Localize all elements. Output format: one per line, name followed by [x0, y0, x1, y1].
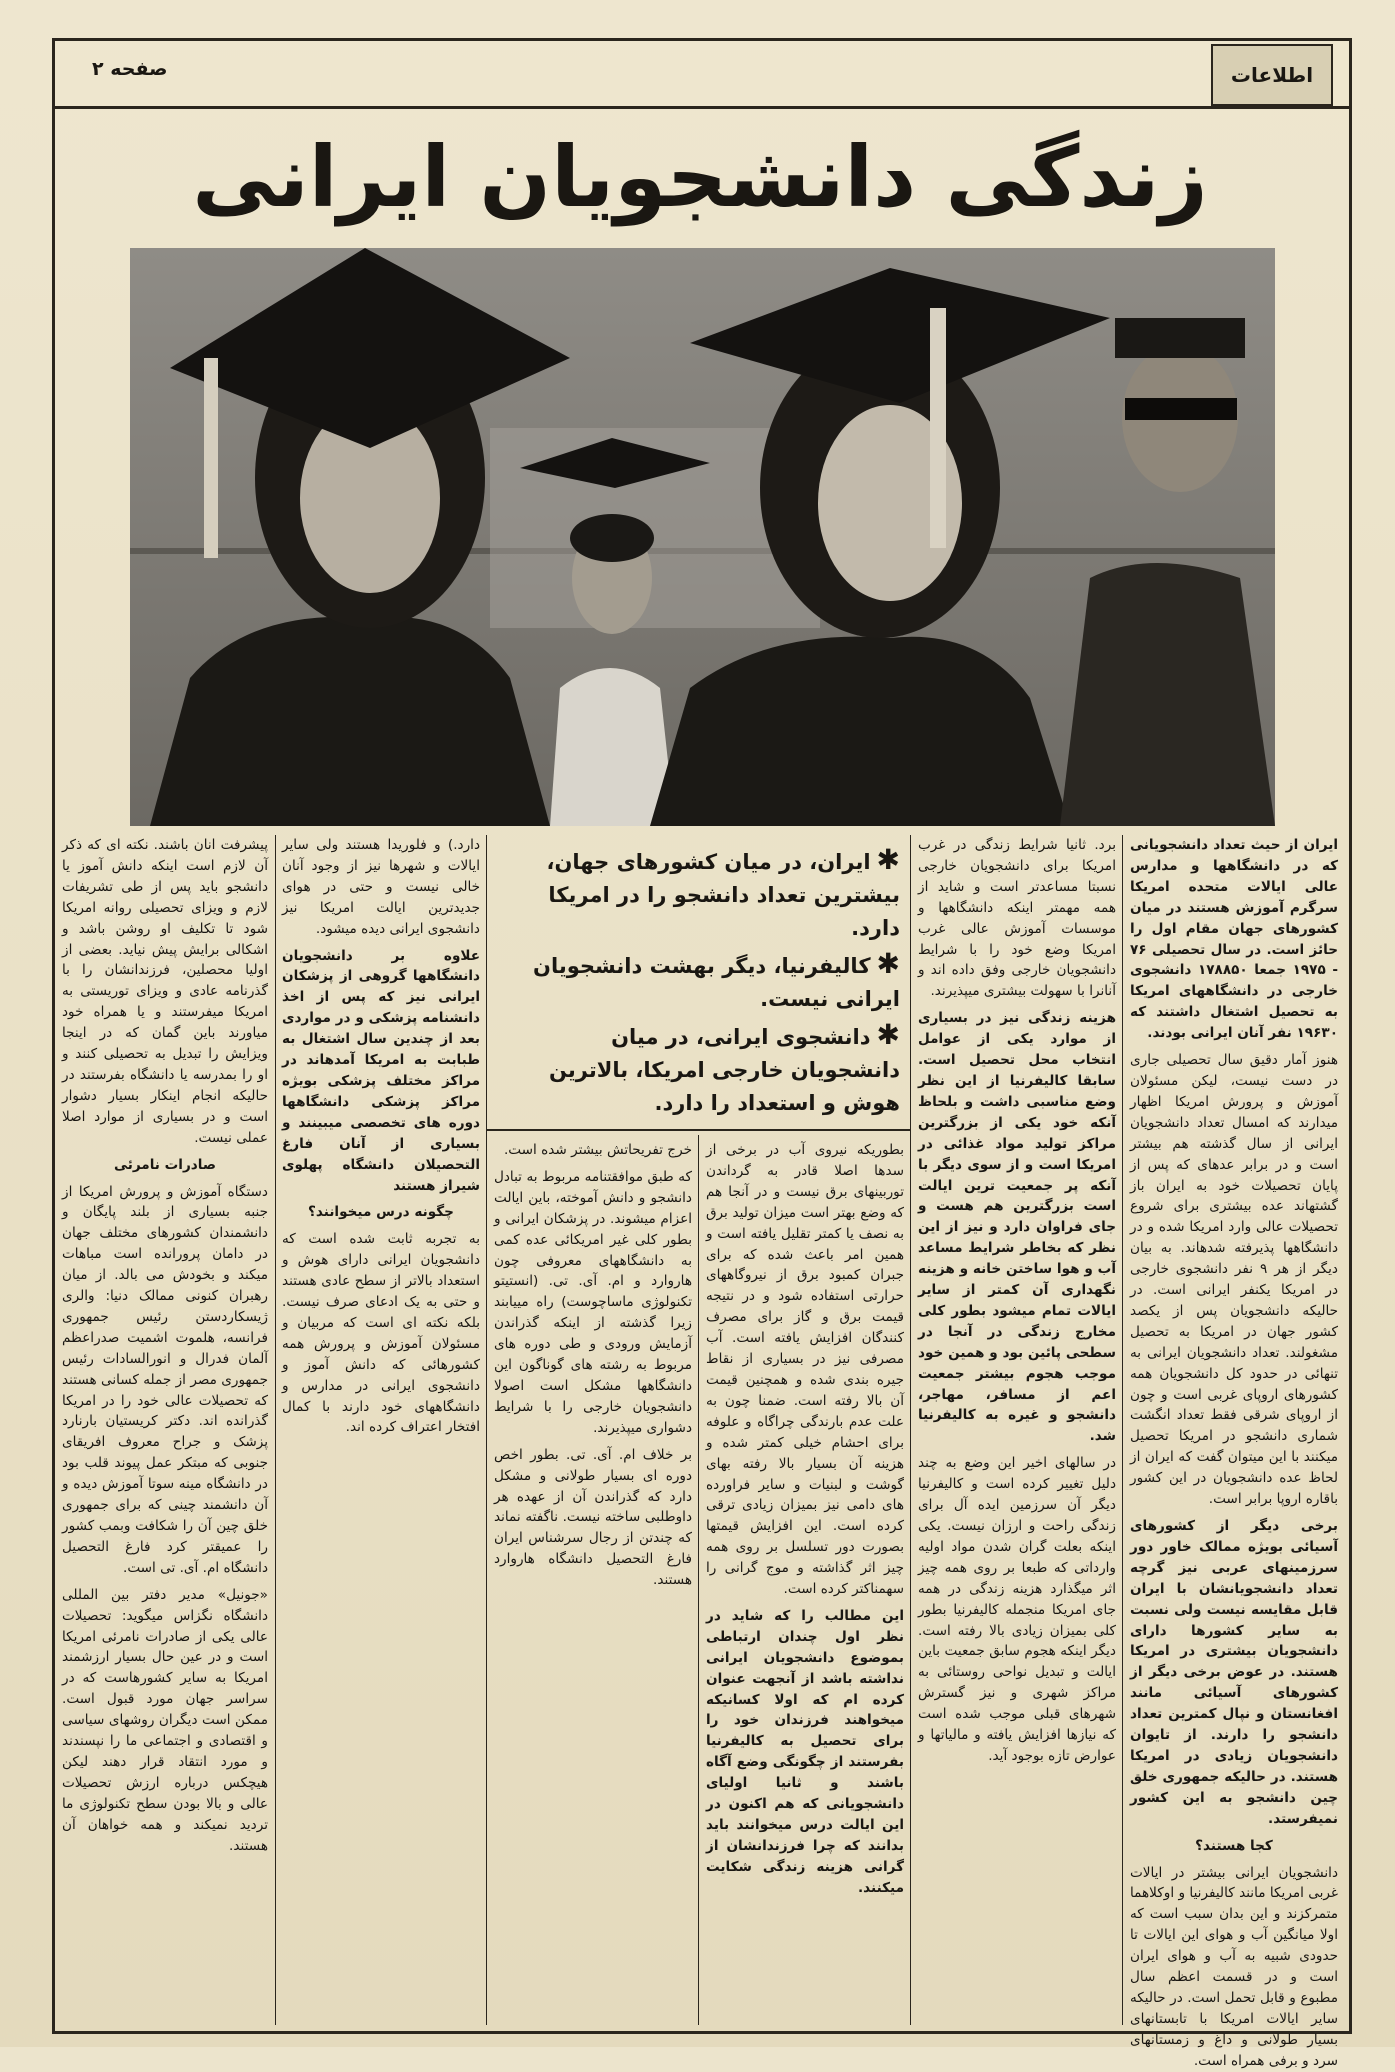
pull-quote-item: [496, 947, 900, 1016]
header-rule: [52, 106, 1352, 109]
pull-quote-box: [486, 835, 910, 1131]
column-rule: [1122, 835, 1123, 2025]
column-rule: [698, 1135, 699, 2025]
pull-quote-text: دانشجوی ایرانی، در میان دانشجویان خارجی امریکا، بالاترین هوش و استعداد را دارد.: [548, 1025, 900, 1115]
article-column-1: [1130, 835, 1338, 2069]
asterisk-icon: ✱: [876, 843, 900, 876]
column-rule: [910, 835, 911, 2025]
subheading: کجا هستند؟: [1195, 1837, 1273, 1854]
article-paragraph: در سالهای اخیر این وضع به چند دلیل تغییر کرده است و کالیفرنیا دیگر آن سرزمین ایده آل برای زندگی راحت و ارزان نیست. یکی اینکه بعلت گران شدن مواد اولیه وارداتی که طبعا بر روی همه چیز اثر میگذارد هزینه زندگی در همه جای امریکا منجمله کالیفرنیا بطور کلی بمیزان زیادی بالا رفته است. دیگر اینکه هجوم سابق جمعیت باین ایالت و تبدیل نواحی روستائی به مراکز شهری و نیز گسترش شهرهای قبلی موجب شده است که نیازها افزایش یافته و مالیاتها و عوارض تازه بوجود آید.: [918, 1455, 1116, 1764]
article-column-4: [494, 1140, 692, 2020]
article-paragraph-bold: برخی دیگر از کشورهای آسیائی بویژه ممالک خاور دور سرزمینهای عربی نیز گرچه تعداد دانشجویانشان با ایران قابل مقایسه نیست ولی نسبت به سایر کشورها دارای دانشجویان بیشتری در امریکا هستند. در عوض برخی دیگر از کشورهای آسیائی مانند افغانستان و نپال کمترین تعداد دانشجو را دارند. از تایوان دانشجویان زیادی در امریکا هستند. در حالیکه جمهوری خلق چین دانشجو به این کشور نمیفرستد.: [1130, 1518, 1338, 1827]
article-paragraph: برد. ثانیا شرایط زندگی در غرب امریکا برای دانشجویان خارجی نسبتا مساعدتر است و شاید از همه مهمتر اینکه دانشگاهها و موسسات آموزش عالی غرب امریکا وضع خود را با شرایط دانشجویان خارجی وفق داده اند و آنانرا با سهولت بیشتری میپذیرند.: [918, 837, 1116, 1000]
article-paragraph: هنوز آمار دقیق سال تحصیلی جاری در دست نیست، لیکن مسئولان آموزش و پرورش امریکا اظهار میدارند که امسال تعداد دانشجویان ایرانی از سال گذشته هم بیشتر است و در برابر عدهای که پس از پایان تحصیلات خود به ایران باز گشتهاند عده بیشتری برای شروع تحصیلات عالی وارد امریکا شده و در دانشگاهها پذیرفته شدهاند. به بیان دیگر از هر ۹ نفر دانشجوی خارجی در امریکا یکنفر ایرانی است. در حالیکه دانشجویان پس از یکصد کشور جهان در امریکا به تحصیل مشغولند. تعداد دانشجویان ایرانی به تنهائی در حدود کل دانشجویان همه کشورهای اروپای غربی است و چون از اروپای شرقی فقط تعداد انگشت شماری دانشجو در امریکا تحصیل میکنند با این میتوان گفت که ایران از لحاظ عده دانشجویان در این کشور باقاره اروپا برابر است.: [1130, 1052, 1338, 1508]
article-column-3: [706, 1140, 904, 2020]
logo-text: اطلاعات: [1230, 63, 1314, 87]
article-paragraph: دستگاه آموزش و پرورش امریکا از جنبه بسیاری از بلند پایگان و دانشمندان کشورهای مختلف جهان در دامان پرورانده است مباهات میکند و بخودش می بالد. از میان رهبران کنونی ممالک دنیا: والری ژیسکاردستن رئیس جمهوری فرانسه، هلموت اشمیت صدراعظم آلمان فدرال و انورالسادات رئیس جمهوری مصر از جمله کسانی هستند که تحصیلات عالی خود را در امریکا گذرانده اند. دکتر کریستیان بارنارد پزشک و جراح معروف افریقای جنوبی که مبتکر عمل پیوند قلب بود در دانشگاه مینه سوتا آموزش دیده و آن دانشمند چینی که برای جمهوری خلق چین آن را شکافت وبمب کشور را عمیقتر کرد فارغ التحصیل دانشگاه ام. آی. تی است.: [62, 1183, 268, 1576]
article-paragraph: به تجربه ثابت شده است که دانشجویان ایرانی دارای هوش و استعداد بالاتر از سطح عادی هستند و حتی به یک ادعای صرف نیست. بلکه نکته ای است که مربیان و مسئولان آموزش و پرورش همه کشورهائی که دانش آموز و دانشجوی ایرانی در مدارس و دانشگاههای خود دارند با کمال افتخار اعتراف کرده اند.: [282, 1231, 480, 1436]
asterisk-icon: ✱: [876, 1018, 900, 1051]
subheading: چگونه درس میخوانند؟: [308, 1204, 454, 1221]
article-paragraph: بر خلاف ام. آی. تی. بطور اخص دوره ای بسیار طولانی و مشکل دارد که گذراندن آن از عهده هر داوطلبی ساخته نیست. ناگفته نماند که چندتن از رجال سرشناس ایران فارغ التحصیل دانشگاه هاروارد هستند.: [494, 1446, 692, 1589]
article-paragraph: «جونیل» مدیر دفتر بین المللی دانشگاه نگزاس میگوید: تحصیلات عالی یکی از صادرات نامرئی امریکا است و در عین حال بسیار ارزشمند امریکا به سایر کشورهاست که در سراسر جهان مورد قبول است. ممکن است دیگران روشهای سیاسی و اقتصادی و اجتماعی ما را نپسندند و مورد انتقاد قرار دهند لیکن هیچکس درباره ارزش تحصیلات عالی و بالا بودن سطح تکنولوژی ما تردید نمیکند و همه خواهان آن هستند.: [62, 1586, 268, 1854]
article-paragraph-bold: این مطالب را که شاید در نظر اول چندان ارتباطی بموضوع دانشجویان ایرانی نداشته باشد از آنجهت عنوان کرده ام که اولا کسانیکه میخواهند فرزندان خود را برای تحصیل به کالیفرنیا بفرستند از چگونگی وضع آگاه باشند و ثانیا اولیای دانشجویانی که هم اکنون در این ایالت درس میخوانند باید بدانند که چرا فرزندانشان از گرانی هزینه زندگی شکایت میکنند.: [706, 1607, 904, 1896]
asterisk-icon: ✱: [876, 947, 900, 980]
subheading: صادرات نامرئی: [113, 1156, 217, 1173]
photo-illustration: [130, 248, 1275, 826]
pull-quote-text: ایران، در میان کشورهای جهان، بیشترین تعداد دانشجو را در امریکا دارد.: [546, 850, 900, 940]
article-paragraph: که طبق موافقتنامه مربوط به تبادل دانشجو و دانش آموخته، باین ایالت اعزام میشوند. در پزشکان ایرانی و بطور کلی غیر امریکائی عده کمی به دانشگاههای معروفی چون هاروارد و ام. آی. تی. (انستیتو تکنولوژی ماساچوست) راه مییابند زیرا گذشته از اینکه گذراندن آزمایش ورودی و طی دوره های مربوط به رشته های گوناگون این دانشگاهها مشکل است اصولا دانشجویان خارجی را با شرایط دشواری میپذیرند.: [494, 1168, 692, 1436]
article-column-5: [282, 835, 480, 2020]
graduates-photo: [130, 248, 1275, 826]
headline: زندگی دانشجویان ایرانی: [192, 128, 1208, 226]
article-paragraph: خرج تفریحاتش بیشتر شده است.: [503, 1142, 692, 1158]
article-paragraph-bold: علاوه بر دانشجویان دانشگاهها گروهی از پزشکان ایرانی نیز که پس از اخذ دانشنامه پزشکی و در مواردی بعد از چندین سال اشتغال به طبابت به امریکا آمدهاند در مراکز مختلف پزشکی بویژه مراکز پزشکی دانشگاهها دوره های تخصصی میبینند و بسیاری از آنان فارغ التحصیلان دانشگاه پهلوی شیراز هستند: [282, 947, 480, 1194]
article-paragraph-bold: هزینه زندگی نیز در بسیاری از موارد یکی از عوامل انتخاب محل تحصیل است. سابقا کالیفرنیا از این نظر وضع مناسبی داشت و بلحاظ آنکه خود یکی از بزرگترین مراکز تولید مواد غذائی در امریکا است و از سوی دیگر با آنکه پر جمعیت ترین ایالت است بزرگترین هم هست و جای فراوان دارد و نیز از این نظر که بخاطر شرایط مساعد آب و هوا ساختن خانه و هزینه نگهداری آن کمتر از سایر ایالات تمام میشود بطور کلی مخارج زندگی در آنجا در سطحی پائین بود و همین خود موجب هجوم بیشتر جمعیت اعم از مسافر، مهاجر، دانشجو و غیره به کالیفرنیا شد.: [918, 1010, 1116, 1445]
article-column-6: [62, 835, 268, 2020]
newspaper-logo: [1211, 44, 1333, 106]
article-paragraph: بطوریکه نیروی آب در برخی از سدها اصلا قادر به گرداندن توربینهای برق نیست و در آنجا هم که وضع بهتر است میزان تولید برق به نصف یا کمتر تقلیل یافته است و همین امر باعث شده که برای جبران کمبود برق از نیروگاههای حرارتی استفاده شود و در نتیجه قیمت برق و گاز برای مصرف کنندگان افزایش یافته است. آب مصرفی نیز در بسیاری از نقاط جیره بندی شده و همچنین قیمت آن بالا رفته است. ضمنا چون به علت عدم بارندگی چراگاه و علوفه برای احشام خیلی کمتر شده و هزینه آن بسیار بالا رفته بهای گوشت و لبنیات و سایر فراورده های دامی نیز بمیزان زیادی ترقی کرده است. این افزایش قیمتها بصورت دور تسلسل بر روی همه چیز اثر گذاشته و موج گرانی را سهمناکتر کرده است.: [706, 1142, 904, 1598]
pull-quote-text: کالیفرنیا، دیگر بهشت دانشجویان ایرانی نیست.: [533, 954, 900, 1011]
article-paragraph: دانشجویان ایرانی بیشتر در ایالات غربی امریکا مانند کالیفرنیا و اوکلاهما متمرکزند و این بدان سبب است که اولا میانگین آب و هوای این ایالات تا حدودی شبیه به آب و هوای ایران است و در قسمت اعظم سال مطبوع و قابل تحمل است. در حالیکه سایر ایالات امریکا با تابستانهای بسیار طولانی و داغ و زمستانهای سرد و برفی همراه است.: [1130, 1864, 1338, 2069]
page-number: صفحه ۲: [92, 58, 168, 80]
article-intro: ایران از حیث تعداد دانشجویانی که در دانشگاهها و مدارس عالی ایالات متحده امریکا سرگرم آموزش هستند در میان کشورهای جهان مقام اول را حائز است. در سال تحصیلی ۷۶ - ۱۹۷۵ جمعا ۱۷۸۸۵۰ دانشجوی خارجی در دانشگاههای امریکا به تحصیل اشتغال داشتند که ۱۹۶۳۰ نفر آنان ایرانی بودند.: [1130, 837, 1338, 1042]
article-paragraph: پیشرفت انان باشند. نکته ای که ذکر آن لازم است اینکه دانش آموز یا دانشجو باید پس از طی تشریفات لازم و ویزای تحصیلی روانه امریکا شود تا تکلیف او روشن باشد و اشکالی برایش پیش نیاید. بعضی از اولیا محصلین، فرزندانشان را با گذرنامه عادی و ویزای توریستی به امریکا میفرستند و یا همراه خود میاورند باین گمان که در اینجا ویزایش را تبدیل به تحصیلی کنند و او را بمدرسه یا دانشگاه بفرستند در حالیکه انجام اینکار بسیار دشوار است و در بسیاری از موارد اصلا عملی نیست.: [62, 837, 268, 1146]
column-rule: [275, 835, 276, 2025]
article-column-2: [918, 835, 1116, 2020]
pull-quote-item: [496, 843, 900, 945]
pull-quote-item: [496, 1018, 900, 1120]
article-paragraph: دارد.) و فلوریدا هستند ولی سایر ایالات و شهرها نیز از وجود آنان خالی نیست و حتی در هوای جدیدترین ایالت امریکا نیز دانشجوی ایرانی دیده میشود.: [282, 837, 480, 937]
